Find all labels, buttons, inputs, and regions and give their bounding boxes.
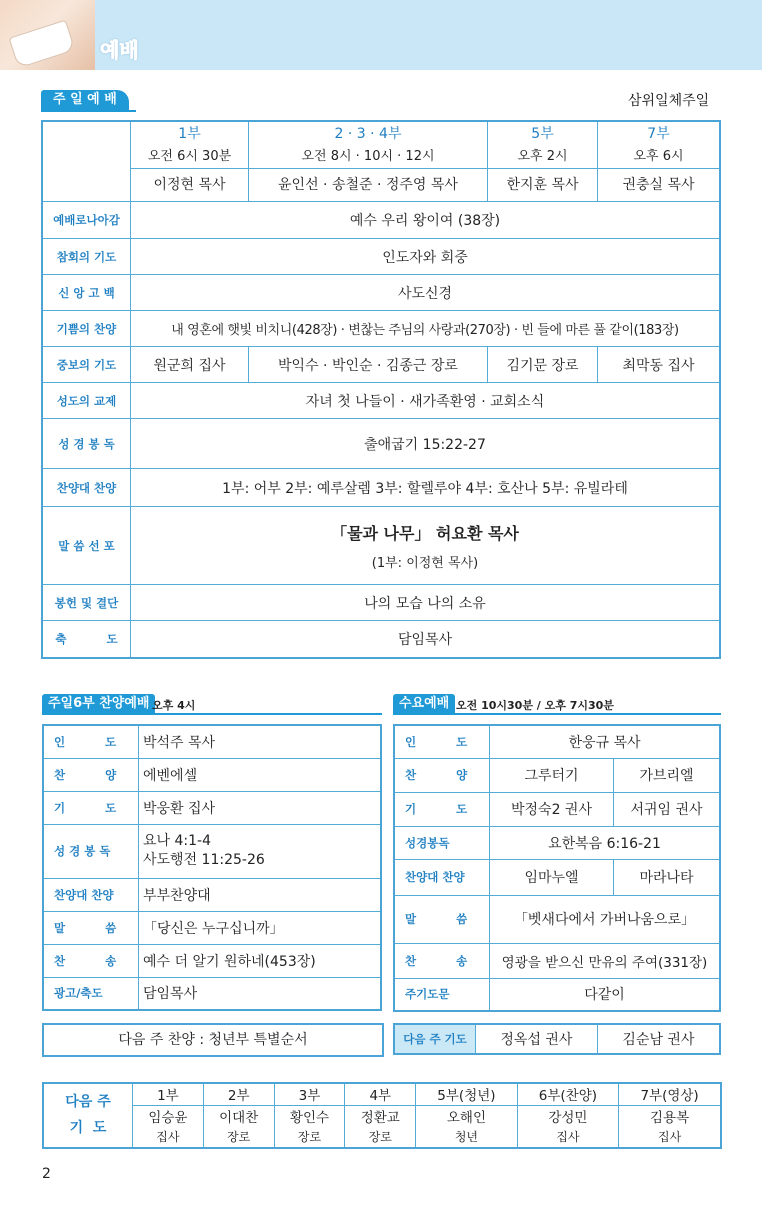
liturgical-day: 삼위일체주일 <box>628 93 710 109</box>
next-prayer-row <box>394 1024 720 1054</box>
row-value: 박웅환 집사 <box>139 791 382 824</box>
person-name: 오해인 <box>416 1105 517 1126</box>
tag-underline <box>41 110 136 112</box>
person-name: 이대찬 <box>203 1105 274 1126</box>
service-leader: 이정현 목사 <box>131 168 248 201</box>
sixth-service-tag: 주일6부 찬양예배 <box>42 694 155 714</box>
next-week-prayer-table <box>42 1082 722 1149</box>
row-value: 다같이 <box>490 978 721 1011</box>
person-role: 장로 <box>274 1126 345 1148</box>
person-name: 강성민 <box>517 1105 618 1126</box>
person-role: 청년 <box>416 1126 517 1148</box>
order-row <box>394 978 720 1011</box>
row-value: 출애굽기 15:22-27 <box>131 419 721 469</box>
row-value: 요한복음 6:16-21 <box>490 826 721 859</box>
row-value: 예수 우리 왕이여 (38장) <box>131 202 721 239</box>
row-value: 인도자와 회중 <box>131 239 721 275</box>
order-row <box>43 977 381 1010</box>
order-row <box>42 585 720 621</box>
service-times-row <box>42 121 720 202</box>
wednesday-service-time: 오전 10시30분 / 오후 7시30분 <box>456 699 614 712</box>
order-row <box>42 621 720 658</box>
row-value <box>139 824 382 878</box>
order-row <box>43 725 381 758</box>
service-leader: 윤인선 · 송철준 · 정주영 목사 <box>249 168 487 201</box>
order-row <box>43 944 381 977</box>
service-name: 7부 <box>647 126 670 142</box>
row-label: 다음 주 기도 <box>394 1024 476 1054</box>
service-leader: 한지훈 목사 <box>488 168 597 201</box>
order-row <box>42 469 720 507</box>
order-row <box>42 239 720 275</box>
sermon-note: (1부: 이정현 목사) <box>371 555 479 571</box>
section-underline <box>42 713 382 715</box>
row-value: 담임목사 <box>131 621 721 658</box>
part-name: 7부(영상) <box>619 1083 721 1105</box>
row-value: 부부찬양대 <box>139 878 382 911</box>
row-value: 임마누엘 <box>490 859 614 895</box>
part-name: 6부(찬양) <box>517 1083 618 1105</box>
row-value: 박정숙2 권사 <box>490 792 614 826</box>
order-row <box>394 826 720 859</box>
row-label: 참회의 기도 <box>42 239 131 275</box>
row-value: 김순남 권사 <box>597 1024 720 1054</box>
person-role: 집사 <box>133 1126 204 1148</box>
service-time: 오전 6시 30분 <box>147 149 232 164</box>
order-row <box>394 895 720 943</box>
wednesday-service-table <box>393 724 721 1012</box>
praying-hands-image <box>0 0 95 70</box>
row-label: 말 씀 선 포 <box>42 507 131 585</box>
row-value: 자녀 첫 나들이 · 새가족환영 · 교회소식 <box>131 383 721 419</box>
names-row <box>43 1105 721 1126</box>
row-value: 사도신경 <box>131 275 721 311</box>
order-row <box>394 943 720 978</box>
sixth-service-time: 오후 4시 <box>152 699 196 712</box>
person-role: 장로 <box>345 1126 416 1148</box>
order-row <box>394 859 720 895</box>
part-name: 3부 <box>274 1083 345 1105</box>
scripture-1: 요나 4:1-4 <box>143 833 211 849</box>
parts-row <box>43 1083 721 1105</box>
row-value: 서귀임 권사 <box>614 792 721 826</box>
intercessor: 김기문 장로 <box>488 347 598 383</box>
row-label: 찬 송 <box>394 943 490 978</box>
row-value: 에벤에셀 <box>139 758 382 791</box>
order-row <box>42 311 720 347</box>
order-row <box>394 758 720 792</box>
row-value: 「벳새다에서 가버나움으로」 <box>490 895 721 943</box>
label-line-2: 기 도 <box>69 1120 107 1137</box>
person-role: 집사 <box>619 1126 721 1148</box>
row-label: 기 도 <box>43 791 139 824</box>
row-label: 신 앙 고 백 <box>42 275 131 311</box>
order-row <box>394 792 720 826</box>
page-header <box>0 0 762 70</box>
row-label: 인 도 <box>43 725 139 758</box>
order-row <box>42 383 720 419</box>
service-name: 2 · 3 · 4부 <box>334 126 402 142</box>
order-row <box>43 758 381 791</box>
section-underline <box>393 713 721 715</box>
row-value: 「당신은 누구십니까」 <box>139 911 382 944</box>
row-label: 주기도문 <box>394 978 490 1011</box>
row-label: 기 도 <box>394 792 490 826</box>
row-label: 찬 양 <box>43 758 139 791</box>
sermon-cell <box>131 507 721 585</box>
row-value: 한웅규 목사 <box>490 725 721 758</box>
row-label: 성도의 교제 <box>42 383 131 419</box>
next-week-praise: 다음 주 찬양 : 청년부 특별순서 <box>42 1023 384 1057</box>
service-col-1 <box>131 121 249 202</box>
person-role: 장로 <box>203 1126 274 1148</box>
service-time: 오후 2시 <box>517 149 568 164</box>
order-row <box>42 347 720 383</box>
sermon-title: 「물과 나무」 허요환 목사 <box>331 523 519 543</box>
row-value: 나의 모습 나의 소유 <box>131 585 721 621</box>
section-title: 예배 <box>100 38 139 62</box>
person-name: 정환교 <box>345 1105 416 1126</box>
row-label: 기쁨의 찬양 <box>42 311 131 347</box>
part-name: 4부 <box>345 1083 416 1105</box>
service-leader: 권충실 목사 <box>598 168 719 201</box>
row-value: 예수 더 알기 원하네(453장) <box>139 944 382 977</box>
row-label: 성경봉독 <box>394 826 490 859</box>
order-row <box>43 911 381 944</box>
intercessor: 원군희 집사 <box>131 347 249 383</box>
row-label: 말 씀 <box>43 911 139 944</box>
row-label: 예배로나아감 <box>42 202 131 239</box>
service-name: 1부 <box>178 126 201 142</box>
row-label: 찬 양 <box>394 758 490 792</box>
next-prayer-label <box>43 1083 133 1148</box>
person-name: 김용복 <box>619 1105 721 1126</box>
row-label: 찬 송 <box>43 944 139 977</box>
row-value: 1부: 어부 2부: 예루살렘 3부: 할렐루야 4부: 호산나 5부: 유빌라테 <box>131 469 721 507</box>
row-value: 정옥섭 권사 <box>476 1024 598 1054</box>
row-value: 가브리엘 <box>614 758 721 792</box>
row-label: 찬양대 찬양 <box>42 469 131 507</box>
service-name: 5부 <box>531 126 554 142</box>
service-time: 오전 8시 · 10시 · 12시 <box>301 149 435 164</box>
row-label: 광고/축도 <box>43 977 139 1010</box>
service-time: 오후 6시 <box>633 149 684 164</box>
sunday-service-table <box>41 120 721 659</box>
row-label: 성 경 봉 독 <box>43 824 139 878</box>
row-value: 영광을 받으신 만유의 주여(331장) <box>490 943 721 978</box>
row-label: 축 도 <box>42 621 131 658</box>
row-value: 박석주 목사 <box>139 725 382 758</box>
row-label: 찬양대 찬양 <box>43 878 139 911</box>
intercessor: 박익수 · 박인순 · 김종근 장로 <box>249 347 488 383</box>
row-label: 말 씀 <box>394 895 490 943</box>
order-row <box>43 791 381 824</box>
roles-row <box>43 1126 721 1148</box>
wednesday-next-prayer <box>393 1023 721 1055</box>
row-label: 중보의 기도 <box>42 347 131 383</box>
row-label: 인 도 <box>394 725 490 758</box>
service-col-4 <box>598 121 721 202</box>
order-row <box>42 419 720 469</box>
order-row <box>42 507 720 585</box>
label-line-1: 다음 주 <box>65 1094 111 1111</box>
person-role: 집사 <box>517 1126 618 1148</box>
intercessor: 최막동 집사 <box>598 347 721 383</box>
order-row <box>42 275 720 311</box>
service-col-2 <box>249 121 488 202</box>
person-name: 황인수 <box>274 1105 345 1126</box>
service-col-3 <box>488 121 598 202</box>
part-name: 1부 <box>133 1083 204 1105</box>
row-value: 담임목사 <box>139 977 382 1010</box>
order-row <box>43 824 381 878</box>
part-name: 2부 <box>203 1083 274 1105</box>
order-row <box>394 725 720 758</box>
person-name: 임승윤 <box>133 1105 204 1126</box>
order-row <box>42 202 720 239</box>
row-value: 마라나타 <box>614 859 721 895</box>
row-label: 성 경 봉 독 <box>42 419 131 469</box>
page-number: 2 <box>42 1166 51 1182</box>
sunday-service-tag: 주 일 예 배 <box>41 90 129 110</box>
row-value: 그루터기 <box>490 758 614 792</box>
row-value: 내 영혼에 햇빛 비치니(428장) · 변찮는 주님의 사랑과(270장) · 빈 들에 마른 풀 같이(183장) <box>131 311 721 347</box>
row-label: 봉헌 및 결단 <box>42 585 131 621</box>
part-name: 5부(청년) <box>416 1083 517 1105</box>
row-label: 찬양대 찬양 <box>394 859 490 895</box>
order-row <box>43 878 381 911</box>
empty-corner-cell <box>42 121 131 202</box>
wednesday-service-tag: 수요예배 <box>393 694 455 714</box>
sixth-service-table <box>42 724 382 1011</box>
scripture-2: 사도행전 11:25-26 <box>143 852 265 868</box>
